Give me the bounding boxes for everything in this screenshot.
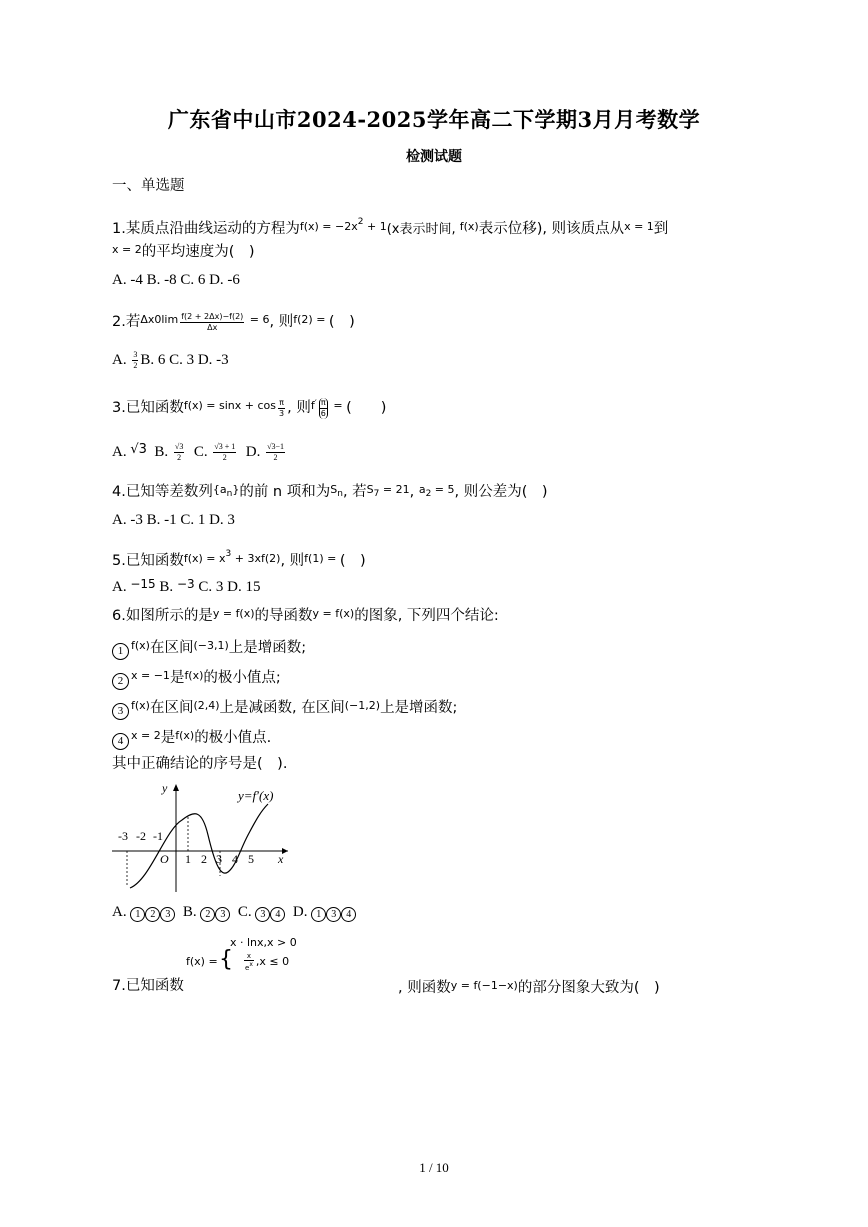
question-3: 3.已知函数$^{f(x) = sinx + cos}$ $\frac{\pi}{3}$ , 则$^{f'}$ $\frac{\pi}{6}$ = ( ) xyxy=(112,397,387,418)
q7-brace: { xyxy=(219,947,233,972)
q6-statement-4: 4 $^{x = 2}$是$^{f(x)}$的极小值点. xyxy=(112,726,271,750)
question-6: 6.如图所示的是$^{y = f(x)}$的导函数$^{y = f(x)}$的图象, 下列四个结论: xyxy=(112,607,499,624)
tick-neg2: -2 xyxy=(136,829,146,843)
q2-fraction: $\frac{f(2 + 2\Delta x)-f(2)}{\Delta x}$ xyxy=(181,311,244,332)
tick-neg1: -1 xyxy=(153,829,163,843)
question-6-options: A. 1 2 3 B. 2 3 C. 3 4 D. 1 3 4 xyxy=(112,902,356,922)
question-3-options: A. √3 B. $\frac{√3}{2}$ C. $\frac{√3 + 1}{2}$ D. $\frac{√3-1}{2}$ xyxy=(112,442,284,463)
q2-option-a-fraction: $\frac{3}{2}$ xyxy=(133,350,138,371)
y-axis-label: y xyxy=(162,781,168,795)
question-1-options: A. -4 B. -8 C. 6 D. -6 xyxy=(112,272,240,288)
document-subtitle: 检测试题 xyxy=(406,149,462,165)
origin-label: O xyxy=(160,852,169,866)
document-title: 广东省中山市2024-2025学年高二下学期3月月考数学 xyxy=(167,107,701,132)
question-4-options: A. -3 B. -1 C. 1 D. 3 xyxy=(112,512,235,528)
tick-2: 2 xyxy=(201,852,207,866)
x-axis-label: x xyxy=(278,852,284,866)
question-7-tail: , 则函数$^{y = f(-1-x)}$的部分图象大致为( ) xyxy=(398,979,660,996)
question-1-line-2: $^{x = 2}$的平均速度为( ) xyxy=(112,243,255,260)
q6-statement-1: 1 $^{f(x)}$在区间$^{(-3,1)}$上是增函数; xyxy=(112,636,306,660)
tick-1: 1 xyxy=(185,852,191,866)
question-5-options: A. $^{-15}$ B. $^{-3}$ C. 3 D. 15 xyxy=(112,577,261,595)
section-heading: 一、单选题 xyxy=(112,178,185,194)
q6-question: 其中正确结论的序号是( ). xyxy=(112,756,288,772)
page-number: 1 / 10 xyxy=(419,1160,449,1175)
question-7-prefix: 7.已知函数 xyxy=(112,978,184,994)
question-4: 4.已知等差数列$^{\{a_n\}}$的前 n 项和为$^{S_n}$, 若$^{S_7 = 21}$, $^{a_2 = 5}$, 则公差为( ) xyxy=(112,483,548,500)
y-axis-arrow xyxy=(173,784,179,791)
tick-4: 4 xyxy=(232,852,238,866)
question-5: 5.已知函数$^{f(x) = x^3 + 3xf(2)}$, 则$^{f(1) =}$ ( ) xyxy=(112,549,366,569)
q6-statement-3: 3 $^{f(x)}$在区间$^{(2,4)}$上是减函数, 在区间$^{(-1,2)}$上是增函数; xyxy=(112,696,457,720)
question-2-options: A. $\frac{3}{2}$ B. 6 C. 3 D. -3 xyxy=(112,350,229,371)
q6-statement-2: 2 $^{x = -1}$是$^{f(x)}$的极小值点; xyxy=(112,666,281,690)
question-2: 2.若$^{\Delta x0lim}$ $\frac{f(2 + 2\Delta x)-f(2)}{\Delta x}$ $^{= 6}$, 则$^{f(2) =}$ ( ) xyxy=(112,311,355,332)
q7-piece-2: $\frac{x}{ex}$ ,x ≤ 0 xyxy=(245,952,290,972)
q7-fx: f(x) = xyxy=(186,955,218,968)
q1-equation: f(x) = −2x2 + 1 xyxy=(299,217,387,233)
tick-5: 5 xyxy=(248,852,254,866)
question-1-line-1: 1.某质点沿曲线运动的方程为$^{f(x) = -2x^2 + 1}$(x表示时间, $^{f(x)}$表示位移), 则该质点从$^{x = 1}$到 xyxy=(112,217,669,237)
curve-label: y=f′(x) xyxy=(238,788,274,803)
q7-piece-1: x · lnx,x > 0 xyxy=(230,936,297,949)
derivative-graph xyxy=(110,780,300,895)
tick-3: 3 xyxy=(216,852,222,866)
derivative-curve xyxy=(130,804,268,888)
tick-neg3: -3 xyxy=(118,829,128,843)
